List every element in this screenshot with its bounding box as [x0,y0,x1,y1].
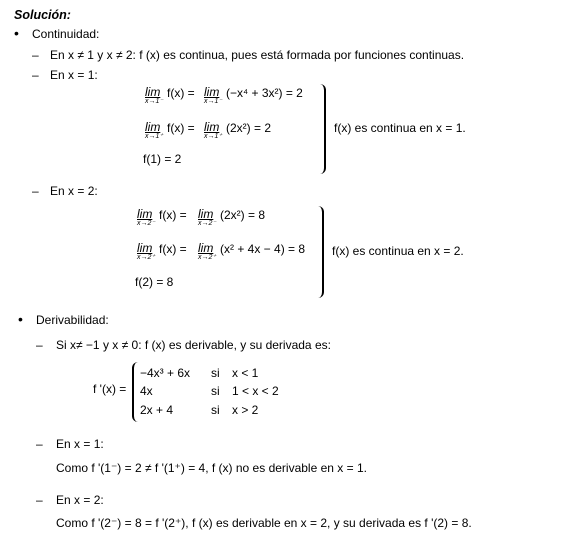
piece-condition: x < 1 [232,366,259,380]
derivability-case2-label: En x = 2: [56,493,104,507]
solution-title: Solución: [14,8,71,22]
continuity-case1-conclusion: f(x) es continua en x = 1. [334,121,466,135]
limit-operator: lim x→1⁺ [145,120,164,140]
piece-si: si [211,366,220,380]
function-value: f(2) = 8 [135,275,174,289]
continuity-general-line: En x ≠ 1 y x ≠ 2: f (x) es continua, pues está formada por funciones continuas. [50,48,465,62]
piece-expression: −4x³ + 6x [140,366,191,380]
limit-operator: lim x→1⁺ [204,120,223,140]
limit-rhs: (−x⁴ + 3x²) = 2 [226,86,303,100]
right-brace [316,84,326,174]
piece-si: si [211,403,220,417]
bullet-dot: • [14,25,19,41]
continuity-case2-label: En x = 2: [50,184,98,198]
limit-rhs: (2x²) = 8 [220,208,266,222]
derivability-heading: Derivabilidad: [36,313,109,327]
derivability-case2-text: Como f '(2⁻) = 8 = f '(2⁺), f (x) es derivable en x = 2, y su derivada es f '(2) = 8. [56,516,472,530]
limit-operator: lim x→2⁻ [198,207,217,227]
dash-bullet: – [36,338,43,352]
limit-rhs: (2x²) = 2 [226,121,272,135]
piece-expression: 2x + 4 [140,403,174,417]
continuity-case2-conclusion: f(x) es continua en x = 2. [332,244,464,258]
continuity-case1-label: En x = 1: [50,68,98,82]
dash-bullet: – [36,493,43,507]
bullet-dot: • [18,311,23,327]
right-brace [314,206,324,298]
limit-operator: lim x→1⁻ [204,85,223,105]
derivative-lhs: f '(x) = [93,382,127,396]
limit-lhs: f(x) = [159,242,187,256]
limit-lhs: f(x) = [167,86,195,100]
dash-bullet: – [32,48,39,62]
limit-operator: lim x→2⁺ [137,241,156,261]
limit-operator: lim x→1⁻ [145,85,164,105]
limit-operator: lim x→2⁻ [137,207,156,227]
dash-bullet: – [32,68,39,82]
limit-rhs: (x² + 4x − 4) = 8 [220,242,306,256]
limit-lhs: f(x) = [159,208,187,222]
derivability-general-line: Si x≠ −1 y x ≠ 0: f (x) es derivable, y su derivada es: [56,338,331,352]
continuity-heading: Continuidad: [32,27,100,41]
piece-si: si [211,384,220,398]
piece-condition: x > 2 [232,403,259,417]
dash-bullet: – [36,437,43,451]
function-value: f(1) = 2 [143,152,182,166]
derivability-case1-text: Como f '(1⁻) = 2 ≠ f '(1⁺) = 4, f (x) no es derivable en x = 1. [56,461,367,475]
derivability-case1-label: En x = 1: [56,437,104,451]
piece-condition: 1 < x < 2 [232,384,279,398]
limit-operator: lim x→2⁺ [198,241,217,261]
piece-expression: 4x [140,384,153,398]
limit-lhs: f(x) = [167,121,195,135]
dash-bullet: – [32,184,39,198]
